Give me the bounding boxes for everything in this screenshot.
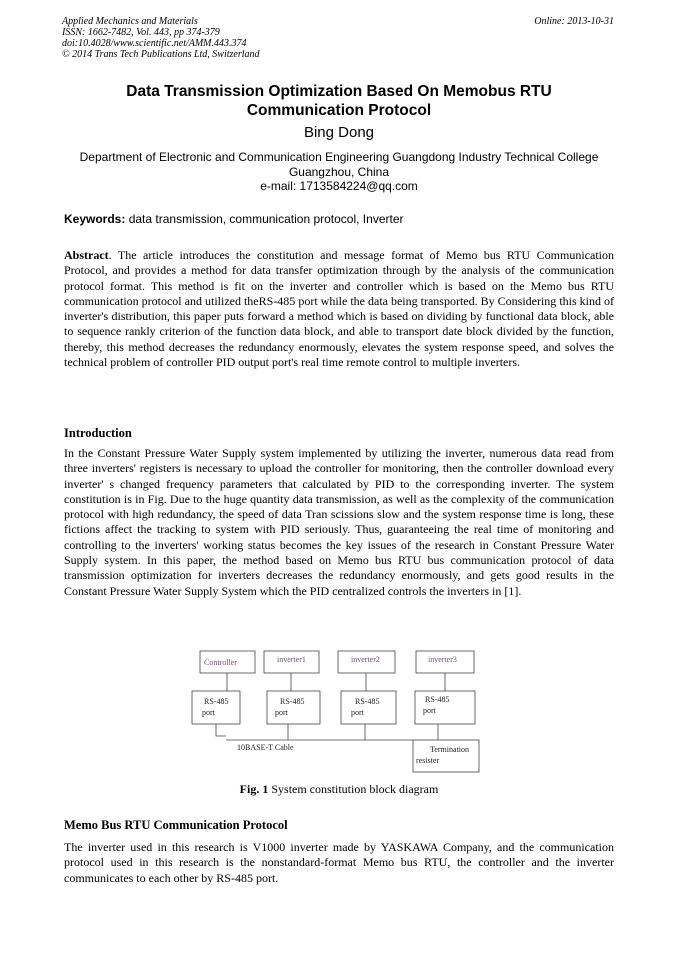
keywords-text: data transmission, communication protocol, Inverter <box>128 212 404 226</box>
cable-label: 10BASE-T Cable <box>237 743 294 752</box>
inverter2-label: inverter2 <box>351 655 380 664</box>
figure-caption-text: System constitution block diagram <box>268 782 439 796</box>
title-line-2: Communication Protocol <box>246 102 432 119</box>
copyright: © 2014 Trans Tech Publications Ltd, Switzerland <box>62 49 260 60</box>
port-label-4: port <box>423 706 436 715</box>
rs485-label-4: RS-485 <box>425 695 450 704</box>
paper-title <box>60 82 618 120</box>
issn: ISSN: 1662-7482, Vol. 443, pp 374-379 <box>62 27 220 38</box>
rs485-label-2: RS-485 <box>280 697 305 706</box>
affiliation <box>40 150 638 194</box>
memobus-heading: Memo Bus RTU Communication Protocol <box>64 818 288 832</box>
author: Bing Dong <box>303 124 375 141</box>
figure-caption <box>64 782 614 797</box>
block-diagram-svg <box>190 646 490 776</box>
termination-label: Termination <box>430 745 469 754</box>
inverter3-label: inverter3 <box>428 655 457 664</box>
affiliation-email: e-mail: 1713584224@qq.com <box>260 179 418 193</box>
title-line-1: Data Transmission Optimization Based On Memobus RTU <box>126 83 552 100</box>
port-label-2: port <box>275 708 288 717</box>
online-date: Online: 2013-10-31 <box>534 16 614 27</box>
introduction-text: In the Constant Pressure Water Supply system implemented by utilizing the inverter, numerous data read from three inverters' registers is necessary to upload the controller for monitoring, then the controller download every inverter' s changed frequency parameters that calculated by PID to the corresponding inverter. The system constitution is in Fig. Due to the huge quantity data transmission, as well as the complexity of the communication protocol with high redundancy, the speed of data Tran scissions slow and the system response time is long, these fictions affect the tracking to system with PID seriously. Thus, guaranteeing the real time of monitoring and controlling to the inverters' working status becomes the key issues of the research in Constant Pressure Water Supply system. In this paper, the method based on Memo bus RTU bus communication protocol of data transmission optimization for inverters decreases the redundancy enormously, and gets good results in the Constant Pressure Water Supply System which the PID centralized controls the inverters in [1]. <box>64 446 614 598</box>
journal-meta <box>62 16 260 60</box>
introduction-heading: Introduction <box>64 426 132 440</box>
abstract <box>64 248 614 370</box>
keywords-label: Keywords: <box>64 212 126 226</box>
affiliation-city: Guangzhou, China <box>288 164 390 179</box>
rs485-port-box-3 <box>341 691 396 724</box>
rs485-label-1: RS-485 <box>204 697 229 706</box>
memobus-text: The inverter used in this research is V1000 inverter made by YASKAWA Company, and the communication protocol used in this research is the nonstandard-format Memo bus RTU, the controller and the inverter communicates to each other by RS-485 port. <box>64 840 614 885</box>
system-block-diagram <box>190 646 490 776</box>
inverter1-label: inverter1 <box>277 655 306 664</box>
abstract-text: . The article introduces the constitution and message format of Memo bus RTU Communication Protocol, and provides a method for data transfer optimization through by the analysis of the communication protocol format. This method is fit on the inverter and controller which is based on the Memo bus RTU communication protocol and utilized theRS-485 port while the data being transported. By Considering this kind of inverter's distribution, this paper puts forward a method which is based on dividing by functional data block, able to sequence rankly criterion of the function data block, and able to transport date block divided by the function, thereby, this method decreases the redundancy enormously, elevates the system response speed, and solves the technical problem of controller PID output port's real time remote control to multiple inverters. <box>64 248 614 370</box>
affiliation-department: Department of Electronic and Communication Engineering Guangdong Industry Technical College <box>79 150 599 164</box>
resister-label: resister <box>416 756 440 765</box>
figure-caption-label: Fig. 1 <box>239 782 269 796</box>
controller-label: Controller <box>204 658 237 667</box>
port-label-1: port <box>202 708 215 717</box>
doi: doi:10.4028/www.scientific.net/AMM.443.374 <box>62 38 247 49</box>
rs485-label-3: RS-485 <box>355 697 380 706</box>
journal-name: Applied Mechanics and Materials <box>62 16 198 27</box>
port-label-3: port <box>351 708 364 717</box>
abstract-label: Abstract <box>64 248 109 262</box>
keywords <box>64 212 404 226</box>
rs485-port-box-1 <box>192 691 240 724</box>
